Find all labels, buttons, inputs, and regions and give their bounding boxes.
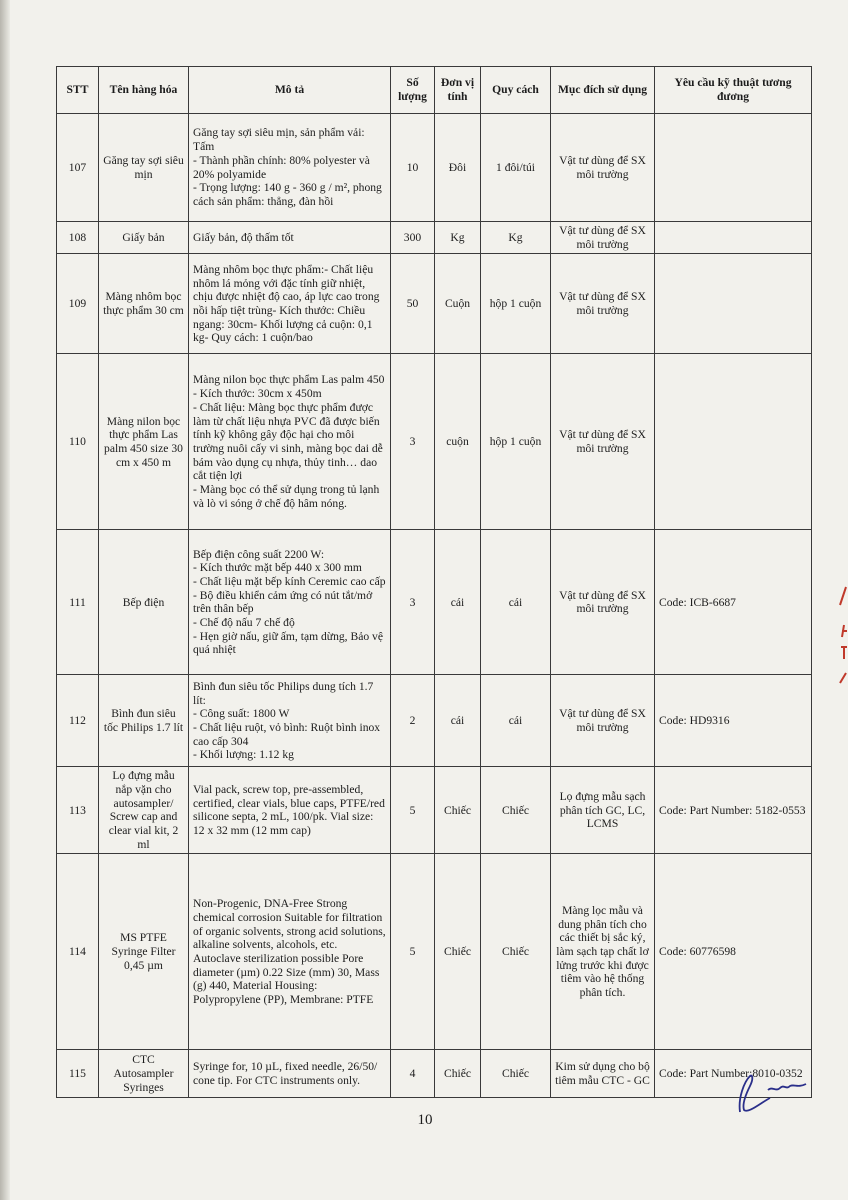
cell-qty: 3	[391, 354, 435, 530]
header-unit: Đơn vị tính	[435, 67, 481, 114]
cell-name: Màng nhôm bọc thực phẩm 30 cm	[99, 254, 189, 354]
cell-unit: Đôi	[435, 114, 481, 222]
cell-desc: Bếp điện công suất 2200 W: - Kích thước mặt bếp 440 x 300 mm - Chất liệu mặt bếp kính Ceremic cao cấp - Bộ điều khiển cảm ứng có nút tắt/mở trên thân bếp - Chế độ nấu 7 chế độ - Hẹn giờ nấu, giữ ấm, tạm dừng, Bảo vệ quá nhiệt	[189, 530, 391, 675]
cell-unit: Chiếc	[435, 854, 481, 1050]
cell-req: Code: 60776598	[655, 854, 812, 1050]
cell-name: Bếp điện	[99, 530, 189, 675]
stamp-fragment	[832, 585, 848, 705]
cell-qty: 5	[391, 767, 435, 854]
cell-req	[655, 114, 812, 222]
header-spec: Quy cách	[481, 67, 551, 114]
cell-stt: 111	[57, 530, 99, 675]
table-row	[57, 854, 812, 1050]
table-row	[57, 222, 812, 254]
cell-desc: Màng nhôm bọc thực phẩm:- Chất liệu nhôm lá mỏng với đặc tính giữ nhiệt, chịu được nhiệt độ cao, áp lực cao trong nồi hấp tiệt trùng- Kích thước: Chiều ngang: 30cm- Khối lượng cả cuộn: 0,1 kg- Quy cách: 1 cuộn/bao	[189, 254, 391, 354]
cell-spec: cái	[481, 675, 551, 767]
cell-purpose: Vật tư dùng để SX môi trường	[551, 354, 655, 530]
cell-desc: Găng tay sợi siêu mịn, sản phẩm vải: Tấm - Thành phần chính: 80% polyester và 20% polyamide - Trọng lượng: 140 g - 360 g / m², phong cách sản phẩm: thẳng, đàn hồi	[189, 114, 391, 222]
cell-name: Lọ đựng mẫu nắp vặn cho autosampler/ Screw cap and clear vial kit, 2 ml	[99, 767, 189, 854]
cell-desc: Bình đun siêu tốc Philips dung tích 1.7 lít: - Công suất: 1800 W - Chất liệu ruột, vỏ bình: Ruột bình inox cao cấp 304 - Khối lượng: 1.12 kg	[189, 675, 391, 767]
table-row	[57, 254, 812, 354]
cell-desc: Giấy bản, độ thấm tốt	[189, 222, 391, 254]
cell-purpose: Kim sử dụng cho bộ tiêm mẫu CTC - GC	[551, 1050, 655, 1098]
cell-purpose: Vật tư dùng để SX môi trường	[551, 114, 655, 222]
cell-stt: 115	[57, 1050, 99, 1098]
cell-qty: 10	[391, 114, 435, 222]
cell-desc: Vial pack, screw top, pre-assembled, certified, clear vials, blue caps, PTFE/red silicone septa, 2 mL, 100/pk. Vial size: 12 x 32 mm (12 mm cap)	[189, 767, 391, 854]
cell-unit: Kg	[435, 222, 481, 254]
cell-unit: cái	[435, 675, 481, 767]
cell-qty: 3	[391, 530, 435, 675]
cell-desc: Non-Progenic, DNA-Free Strong chemical corrosion Suitable for filtration of organic solvents, strong acid solutions, alkaline solvents, alcohols, etc. Autoclave sterilization possible Pore diameter (µm) 0.22 Size (mm) 30, Mass (g) 440, Material Housing: Polypropylene (PP), Membrane: PTFE	[189, 854, 391, 1050]
cell-spec: hộp 1 cuộn	[481, 254, 551, 354]
cell-name: Màng nilon bọc thực phẩm Las palm 450 size 30 cm x 450 m	[99, 354, 189, 530]
header-purpose: Mục đích sử dụng	[551, 67, 655, 114]
cell-qty: 300	[391, 222, 435, 254]
signature	[728, 1068, 818, 1118]
header-name: Tên hàng hóa	[99, 67, 189, 114]
page-number: 10	[417, 1112, 433, 1128]
cell-qty: 4	[391, 1050, 435, 1098]
cell-stt: 108	[57, 222, 99, 254]
cell-req: Code: ICB-6687	[655, 530, 812, 675]
cell-name: Găng tay sợi siêu mịn	[99, 114, 189, 222]
cell-unit: Cuộn	[435, 254, 481, 354]
cell-stt: 109	[57, 254, 99, 354]
cell-unit: Chiếc	[435, 767, 481, 854]
cell-spec: Chiếc	[481, 1050, 551, 1098]
header-req: Yêu cầu kỹ thuật tương đương	[655, 67, 812, 114]
cell-stt: 110	[57, 354, 99, 530]
table-row	[57, 114, 812, 222]
cell-req: Code: Part Number: 5182-0553	[655, 767, 812, 854]
table-header-row	[57, 67, 812, 114]
cell-spec: 1 đôi/túi	[481, 114, 551, 222]
cell-unit: cái	[435, 530, 481, 675]
cell-spec: Chiếc	[481, 854, 551, 1050]
cell-spec: Kg	[481, 222, 551, 254]
cell-name: CTC Autosampler Syringes	[99, 1050, 189, 1098]
header-desc: Mô tả	[189, 67, 391, 114]
table-row	[57, 767, 812, 854]
cell-stt: 107	[57, 114, 99, 222]
cell-unit: cuộn	[435, 354, 481, 530]
cell-stt: 114	[57, 854, 99, 1050]
goods-table	[56, 66, 812, 1098]
cell-req: Code: Part Number:8010-0352	[655, 1050, 812, 1098]
cell-purpose: Vật tư dùng để SX môi trường	[551, 254, 655, 354]
cell-req	[655, 222, 812, 254]
cell-spec: Chiếc	[481, 767, 551, 854]
cell-name: MS PTFE Syringe Filter 0,45 µm	[99, 854, 189, 1050]
cell-qty: 50	[391, 254, 435, 354]
cell-spec: cái	[481, 530, 551, 675]
table-row	[57, 530, 812, 675]
cell-purpose: Vật tư dùng để SX môi trường	[551, 675, 655, 767]
cell-desc: Syringe for, 10 µL, fixed needle, 26/50/ cone tip. For CTC instruments only.	[189, 1050, 391, 1098]
cell-req	[655, 254, 812, 354]
cell-qty: 5	[391, 854, 435, 1050]
cell-stt: 112	[57, 675, 99, 767]
cell-unit: Chiếc	[435, 1050, 481, 1098]
cell-name: Giấy bản	[99, 222, 189, 254]
cell-purpose: Vật tư dùng để SX môi trường	[551, 530, 655, 675]
table-row	[57, 354, 812, 530]
table-body	[57, 114, 812, 1098]
cell-req: Code: HD9316	[655, 675, 812, 767]
cell-stt: 113	[57, 767, 99, 854]
cell-name: Bình đun siêu tốc Philips 1.7 lít	[99, 675, 189, 767]
header-qty: Số lượng	[391, 67, 435, 114]
cell-purpose: Vật tư dùng để SX môi trường	[551, 222, 655, 254]
cell-spec: hộp 1 cuộn	[481, 354, 551, 530]
table-row	[57, 675, 812, 767]
cell-qty: 2	[391, 675, 435, 767]
cell-purpose: Màng lọc mẫu và dung phân tích cho các thiết bị sắc ký, làm sạch tạp chất lơ lửng trước khi được tiêm vào hệ thống phân tích.	[551, 854, 655, 1050]
cell-purpose: Lọ đựng mẫu sạch phân tích GC, LC, LCMS	[551, 767, 655, 854]
cell-desc: Màng nilon bọc thực phẩm Las palm 450 - Kích thước: 30cm x 450m - Chất liệu: Màng bọc thực phẩm được làm từ chất liệu nhựa PVC đã được biến tính kỹ không gây độc hại cho môi trường nuôi cấy vi sinh, màng bọc dai dễ bám vào dụng cụ nhựa, thủy tinh… dao cắt tiện lợi - Màng bọc có thể sử dụng trong tủ lạnh và lò vi sóng ở chế độ hâm nóng.	[189, 354, 391, 530]
scanned-page-edge	[0, 0, 10, 1200]
cell-req	[655, 354, 812, 530]
header-stt: STT	[57, 67, 99, 114]
table-row	[57, 1050, 812, 1098]
